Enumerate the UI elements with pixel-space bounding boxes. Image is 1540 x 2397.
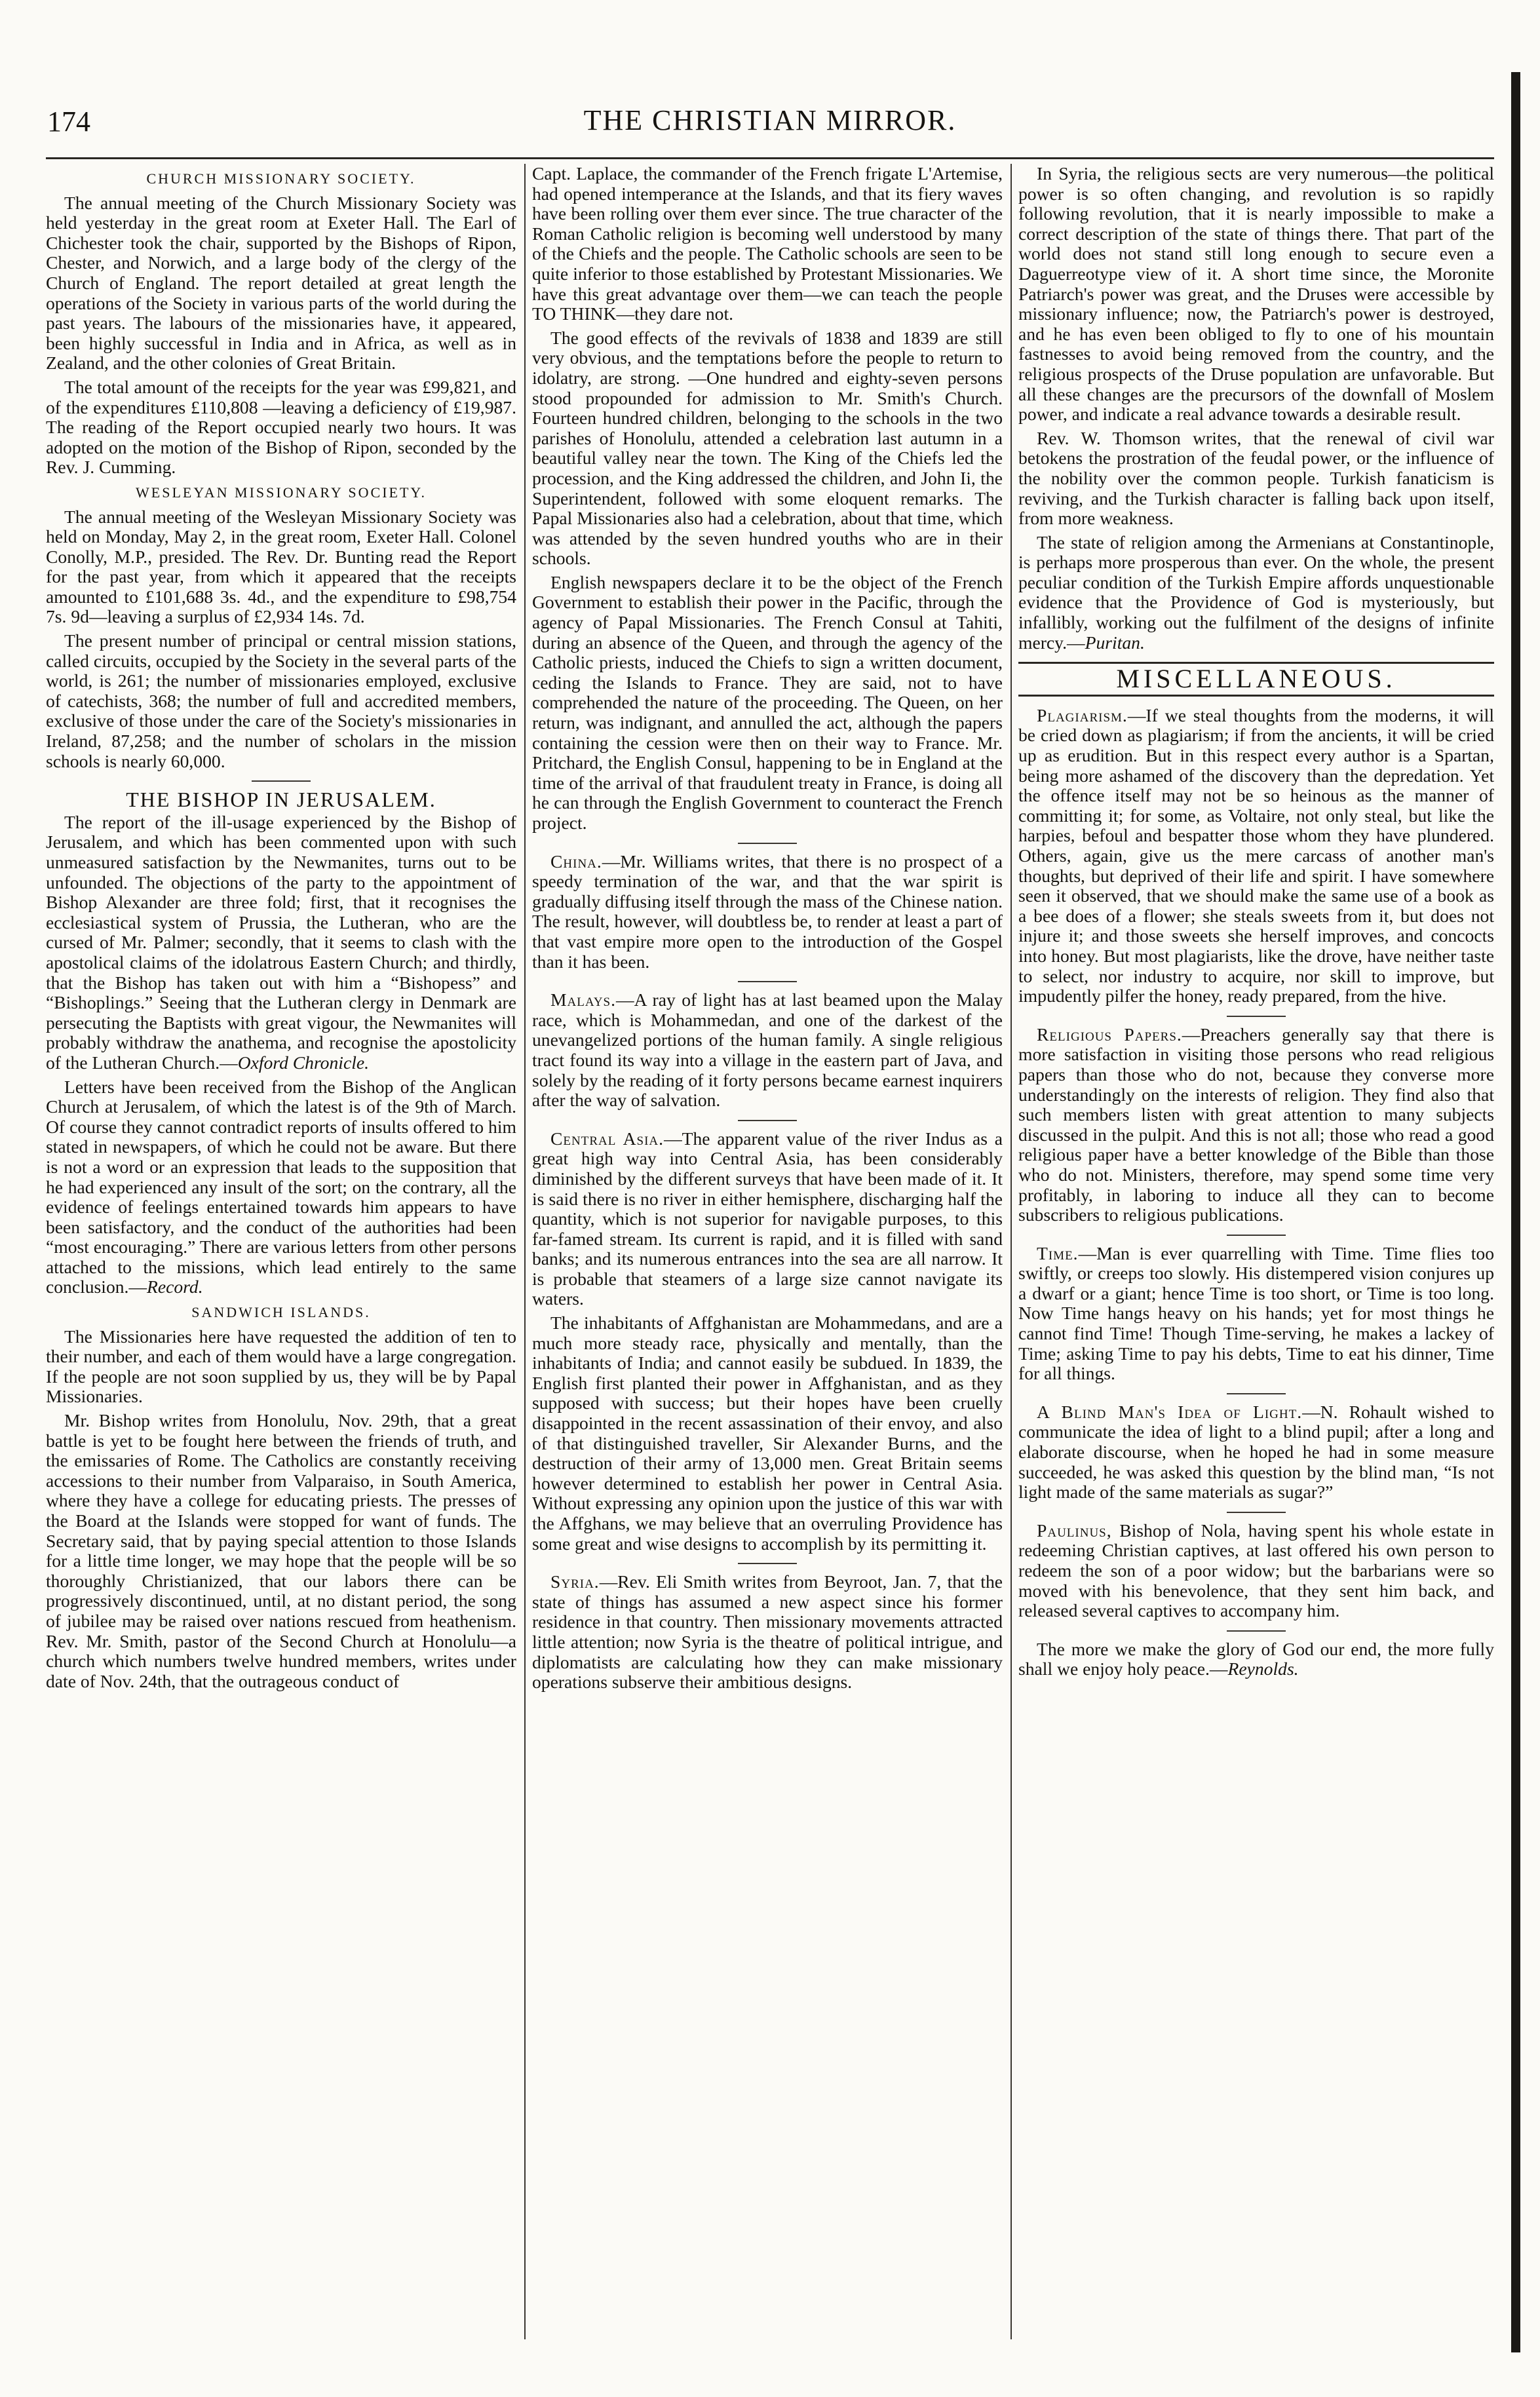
wms-paragraph-1: The annual meeting of the Wesleyan Missionary Society was held on Monday, May 2, in the great room, Exeter Hall. Colonel Conolly, M.P., presided. The Rev. Dr. Bunting read the Report for the past year, from which it appeared that the receipts amounted to £101,688 3s. 4d., and the expenditure to £98,754 7s. 9d—leaving a surplus of £2,934 14s. 7d. xyxy=(46,506,516,627)
malays-text: —A ray of light has at last beamed upon the Malay race, which is Mohammedan, and one of the darkest of the unevangelized portions of the human family. A single religious tract found its way into a village in the eastern part of Java, and solely by the reading of it forty persons became earnest inquirers after the way of salvation. xyxy=(532,989,1003,1111)
central-asia-lead: Central Asia. xyxy=(550,1128,664,1149)
section-divider xyxy=(738,1120,797,1121)
religious-papers-text: —Preachers generally say that there is more satisfaction in visiting those persons who read religious papers than those who do not, because they converse more understandingly on the interests of religion. They find also that such members listen with great attention to many subjects discussed in the pulpit. And this is not all; those who read a good religious paper have a better knowledge of the Bible than those who do not. Ministers, therefore, may spend some time very profitably, in laboring to induce all they can to become subscribers to religious publications. xyxy=(1018,1024,1494,1225)
section-divider xyxy=(1227,1235,1286,1236)
column-3 xyxy=(1018,164,1494,2346)
column-rule-2 xyxy=(1011,164,1012,2339)
paulinus-text: Bishop of Nola, having spent his whole estate in redeeming Christian captives, at last offered his own person to redeem the son of a poor widow; but the barbarians were so moved with his benevolence, that they sent him back, and released several captives to accompany him. xyxy=(1018,1520,1494,1621)
syria-paragraph xyxy=(532,1572,1003,1693)
syria-text: —Rev. Eli Smith writes from Beyroot, Jan. 7, that the state of things has assumed a new aspect since his former residence in that country. Then missionary movements attracted little attention; now Syria is the theatre of political intrigue, and diplomatists are calculating how they can make missionary operations subserve their ambitious designs. xyxy=(532,1571,1003,1693)
column-rule-1 xyxy=(524,164,526,2339)
time-text: —Man is ever quarrelling with Time. Time flies too swiftly, or creeps too slowly. His distempered vision conjures up a dwarf or a giant; hence Time is too short, or Time is too long. Now Time hangs heavy on his hands; yet for most things he cannot find Time! Though Time-serving, he makes a lackey of Time; asking Time to pay his debts, Time to eat his dinner, Time for all things. xyxy=(1018,1242,1494,1384)
china-paragraph xyxy=(532,852,1003,972)
glory-text: The more we make the glory of God our end, the more fully shall we enjoy holy peace.— xyxy=(1018,1638,1494,1679)
malays-lead: Malays. xyxy=(550,989,617,1010)
armenians-paragraph xyxy=(1018,533,1494,653)
section-divider xyxy=(1227,1393,1286,1394)
bishop-paragraph-1-text: The report of the ill-usage experienced by the Bishop of Jerusalem, and which has been commented upon with such unmeasured satisfaction by the Newmanites, turns out to be unfounded. The objections of the party to the appointment of Bishop Alexander are three fold; first, that it recognises the ecclesiastical system of Prussia, the Lutheran, who are the cursed of Mr. Palmer; secondly, that it seems to clash with the apostolical claims of the idolatrous Eastern Church; and thirdly, that the Bishop has taken out with him a “Bishopess” and “Bishoplings.” Seeing that the Lutheran clergy in Denmark are persecuting the Baptists with great vigour, the Newmanites will probably withdraw the anathema, and recognise the apostolicity of the Lutheran Church.— xyxy=(46,811,516,1073)
bishop-paragraph-1 xyxy=(46,813,516,1073)
central-asia-paragraph xyxy=(532,1129,1003,1309)
paulinus-lead: Paulinus, xyxy=(1037,1520,1112,1541)
laplace-paragraph: Capt. Laplace, the commander of the French frigate L'Artemise, had opened intemperance at the Islands, and that its fiery waves have been rolling over them ever since. The true character of the Roman Catholic religion is becoming well understood by many of the Chiefs and the people. The Catholic schools are seen to be quite inferior to those established by Protestant Missionaries. We have this great advantage over them—we can teach the people TO THINK—they dare not. xyxy=(532,164,1003,324)
glory-credit: Reynolds. xyxy=(1227,1659,1299,1679)
wms-heading: WESLEYAN MISSIONARY SOCIETY. xyxy=(136,484,427,501)
china-text: —Mr. Williams writes, that there is no prospect of a speedy termination of the war, and that the war spirit is gradually diffusing itself through the mass of the Chinese nation. The result, however, will doubtless be, to render at least a part of that vast empire more open to the introduction of the Gospel than it has been. xyxy=(532,851,1003,972)
section-divider xyxy=(738,1563,797,1564)
blind-man-text: —N. Rohault wished to communicate the idea of light to a blind pupil; after a long and elaborate discourse, when he hoped he had in some measure succeeded, he was asked this question by the blind man, “Is not light made of the same materials as sugar?” xyxy=(1018,1401,1494,1503)
cms-heading: CHURCH MISSIONARY SOCIETY. xyxy=(146,170,416,187)
sandwich-paragraph-1: The Missionaries here have requested the addition of ten to their number, and each of them would have a large congregation. If the people are not soon supplied by us, they will be by Papal Missionaries. xyxy=(46,1326,516,1407)
syria-sects-paragraph: In Syria, the religious sects are very numerous—the political power is so often changing, and revolution is so rapidly following revolution, that it is nearly impossible to make a correct description of the state of things there. That part of the world does not stand still long enough to secure even a Daguerreotype view of it. A short time since, the Moronite Patriarch's power was great, and the Druses were accessible by missionary influence; now, the Patriarch's power is destroyed, and he has even been obliged to fly to one of his mountain fastnesses to avoid being removed from the country, and the religious prospects of the Druse population are unfavorable. But all these changes are the precursors of the downfall of Moslem power, and indicate a real advance towards a desirable result. xyxy=(1018,164,1494,425)
miscellaneous-heading: MISCELLANEOUS. xyxy=(1018,662,1494,697)
plagiarism-text: —If we steal thoughts from the moderns, it will be cried down as plagiarism; if from the ancients, it will be cried up as erudition. But in this respect every author is a Spartan, being more ashamed of the discovery than the depredation. Yet the offence itself may not be so heinous as the manner of committing it; for some, as Voltaire, not only steal, but like the harpies, befoul and bespatter those whom they have plundered. Others, again, give us the mere carcass of another man's thoughts, but deprived of their life and spirit. I have somewhere seen it observed, that we should make the same use of a book as a bee does of a flower; she steals sweets from it, but does not injure it; and those sweets she herself improves, and concocts into honey. But most plagiarists, like the drove, have neither taste to select, nor industry to acquire, nor skill to improve, but impudently pilfer the honey, ready prepared, from the hive. xyxy=(1018,704,1494,1007)
section-divider xyxy=(252,780,311,782)
malays-paragraph xyxy=(532,990,1003,1111)
blind-man-lead: A Blind Man's Idea of Light. xyxy=(1037,1401,1303,1422)
section-divider xyxy=(1227,1016,1286,1017)
column-2 xyxy=(532,164,1003,2346)
sandwich-heading: SANDWICH ISLANDS. xyxy=(191,1304,371,1321)
page-header xyxy=(46,98,1494,159)
section-divider xyxy=(738,981,797,982)
thomson-paragraph: Rev. W. Thomson writes, that the renewal of civil war betokens the prostration of the feudal power, or the influence of the nobility over the common people. Turkish fanaticism is reviving, and the Turkish character is falling back upon itself, from more weakness. xyxy=(1018,427,1494,529)
affghanistan-paragraph: The inhabitants of Affghanistan are Mohammedans, and are a much more steady race, physically and mentally, than the inhabitants of India; and cannot easily be subdued. In 1839, the English first planted their power in Affghanistan, and as they supposed with success; but their hopes have been cruelly disappointed in the recent assassination of their envoy, and also of that distinguished traveller, Sir Alexander Burns, and the destruction of their army of 13,000 men. Great Britain seems however determined to establish her power in Central Asia. Without expressing any opinion upon the justice of this war with the Affghans, we may believe that an overruling Providence has some great and wise designs to accomplish by its permitting it. xyxy=(532,1313,1003,1554)
china-lead: China. xyxy=(550,851,602,872)
armenians-text: The state of religion among the Armenians at Constantinople, is perhaps more prosperous than ever. On the whole, the present peculiar condition of the Turkish Empire affords unquestionable evidence that the Providence of God is mysteriously, but infallibly, working out the fulfilment of the designs of infinite mercy.— xyxy=(1018,531,1494,653)
bishop-heading: THE BISHOP IN JERUSALEM. xyxy=(126,788,436,812)
column-1 xyxy=(46,164,516,2346)
glory-paragraph xyxy=(1018,1640,1494,1679)
plagiarism-lead: Plagiarism. xyxy=(1037,704,1128,725)
armenians-credit: Puritan. xyxy=(1085,632,1145,653)
bishop-paragraph-2 xyxy=(46,1077,516,1298)
plagiarism-paragraph xyxy=(1018,706,1494,1007)
syria-lead: Syria. xyxy=(550,1571,600,1592)
religious-papers-paragraph xyxy=(1018,1025,1494,1225)
religious-papers-lead: Religious Papers. xyxy=(1037,1024,1182,1045)
bishop-paragraph-1-credit: Oxford Chronicle. xyxy=(237,1052,370,1073)
journal-title: THE CHRISTIAN MIRROR. xyxy=(583,104,957,136)
central-asia-text: —The apparent value of the river Indus as a great high way into Central Asia, has been considerably diminished by the different surveys that have been made of it. It is said there is no river in either hemisphere, discharging half the quantity, which is not superior for navigable purposes, to this far-famed stream. Its current is rapid, and it is filled with sand banks; and its numerous entrances into the sea are all narrow. It is probable that steamers of a large size cannot navigate its waters. xyxy=(532,1128,1003,1309)
time-paragraph xyxy=(1018,1244,1494,1384)
wms-paragraph-2: The present number of principal or central mission stations, called circuits, occupied by the Society in the several parts of the world, is 261; the number of missionaries employed, exclusive of catechists, 368; the number of full and accredited members, exclusive of those under the care of the Society's missionaries in Ireland, 87,258; and the number of scholars in the mission schools is nearly 60,000. xyxy=(46,630,516,771)
sandwich-paragraph-2: Mr. Bishop writes from Honolulu, Nov. 29th, that a great battle is yet to be fought here between the friends of truth, and the emissaries of Rome. The Catholics are constantly receiving accessions to their number from Valparaiso, in South America, where they have a college for educating priests. The presses of the Board at the Islands were stopped for want of funds. The Secretary said, that by paying special attention to those Islands for a little time longer, we may hope that the people will be so thoroughly Christianized, that our labors there can be progressively discontinued, until, at no distant period, the song of jubilee may be raised over nations rescued from heathenism. Rev. Mr. Smith, pastor of the Second Church at Honolulu—a church which numbers twelve hundred members, writes under date of Nov. 24th, that the outrageous conduct of xyxy=(46,1410,516,1691)
cms-paragraph-2: The total amount of the receipts for the year was £99,821, and of the expenditures £110,808 —leaving a deficiency of £19,987. The reading of the Report occupied nearly two hours. It was adopted on the motion of the Bishop of Ripon, seconded by the Rev. J. Cumming. xyxy=(46,376,516,478)
time-lead: Time. xyxy=(1037,1242,1079,1263)
revivals-paragraph: The good effects of the revivals of 1838 and 1839 are still very obvious, and the temptations before the people to return to idolatry, are strong. —One hundred and eighty-seven persons stood propounded for admission to Mr. Smith's Church. Fourteen hundred children, belonging to the schools in the two parishes of Honolulu, attended a celebration last autumn in a beautiful valley near the town. The King of the Chiefs led the procession, and the King addressed the children, and John Ii, the Superintendent, followed with some eloquent remarks. The Papal Missionaries also had a celebration, about that time, which was attended by the seven hundred youths who are in their schools. xyxy=(532,327,1003,569)
bishop-paragraph-2-text: Letters have been received from the Bishop of the Anglican Church at Jerusalem, of which the latest is of the 9th of March. Of course they cannot contradict reports of insults offered to him stated in newspapers, of which he could not be aware. But there is not a word or an expression that leads to the supposition that he had experienced any insult of the sort; on the contrary, all the evidence of feelings entertained towards him appears to have been satisfactory, and the conduct of the authorities had been “most encouraging.” There are various letters from other persons attached to the missions, which lead entirely to the same conclusion.— xyxy=(46,1076,516,1297)
newspaper-page xyxy=(46,98,1494,2352)
page-number: 174 xyxy=(47,105,90,138)
bishop-paragraph-2-credit: Record. xyxy=(147,1276,203,1297)
section-divider xyxy=(738,843,797,844)
paulinus-paragraph xyxy=(1018,1521,1494,1621)
page-edge-bar xyxy=(1511,72,1520,2352)
french-government-paragraph: English newspapers declare it to be the object of the French Government to establish their power in the Pacific, through the agency of Papal Missionaries. The French Consul at Tahiti, during an absence of the Queen, and through the agency of the Catholic priests, induced the Chiefs to sign a written document, ceding the Islands to France. They are said, not to have comprehended the nature of the proceeding. The Queen, on her return, was indignant, and annulled the act, although the papers containing the cession were then on their way to France. Mr. Pritchard, the English Consul, happening to be in England at the time of the arrival of that fraudulent treaty in France, is doing all he can through the English Government to counteract the French project. xyxy=(532,571,1003,833)
section-divider xyxy=(1227,1630,1286,1632)
blind-man-paragraph xyxy=(1018,1402,1494,1503)
cms-paragraph-1: The annual meeting of the Church Missionary Society was held yesterday in the great room at Exeter Hall. The Earl of Chichester took the chair, supported by the Bishops of Ripon, Chester, and Norwich, and a large body of the clergy of the Church of England. The report detailed at great length the operations of the Society in various parts of the world during the past years. The labours of the missionaries have, it appeared, been highly successful in India and in Africa, as well as in Zealand, and the other colonies of Great Britain. xyxy=(46,192,516,374)
section-divider xyxy=(1227,1512,1286,1513)
